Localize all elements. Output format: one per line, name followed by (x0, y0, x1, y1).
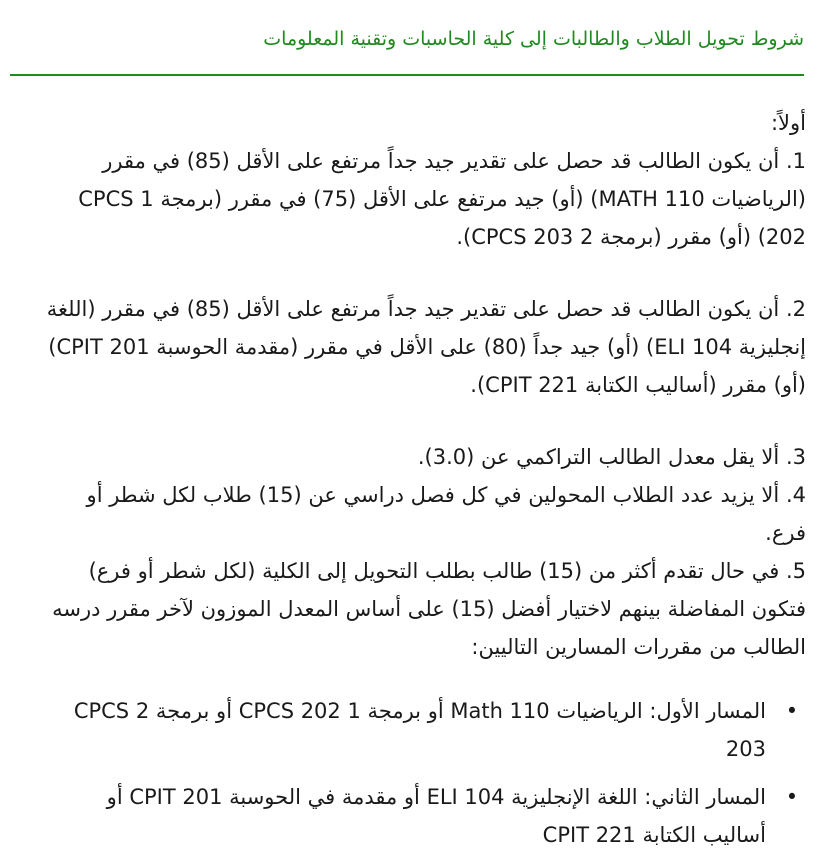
page-title: شروط تحويل الطلاب والطالبات إلى كلية الحاسبات وتقنية المعلومات (263, 28, 804, 50)
condition-item-3 (40, 438, 806, 476)
bullet-icon: • (785, 699, 799, 723)
item-number: 4. (785, 483, 806, 507)
condition-item-5 (40, 552, 806, 666)
item-text: أن يكون الطالب قد حصل على تقدير جيد جداً مرتفع على الأقل (85) في مقرر (اللغة إنجليزية ELI 104) (أو) جيد جداً (80) على الأقل في مقرر (مقدمة الحوسبة CPIT 201) (أو) مقرر (أساليب الكتابة CPIT 221). (46, 297, 806, 397)
item-text: ألا يزيد عدد الطلاب المحولين في كل فصل دراسي عن (15) طلاب لكل شطر أو فرع. (86, 483, 806, 545)
bullet-icon: • (785, 785, 799, 809)
condition-item-2 (40, 290, 806, 404)
item-text: في حال تقدم أكثر من (15) طالب بطلب التحويل إلى الكلية (لكل شطر أو فرع) فتكون المفاضلة بينهم لاختيار أفضل (15) على أساس المعدل الموزون لآخر مقرر درسه الطالب من مقررات المسارين التاليين: (52, 559, 806, 659)
item-number: 5. (785, 559, 806, 583)
item-number: 1. (785, 149, 806, 173)
item-number: 3. (785, 445, 806, 469)
condition-item-4 (40, 476, 806, 552)
list-item (40, 692, 806, 768)
item-text: أن يكون الطالب قد حصل على تقدير جيد جداً مرتفع على الأقل (85) في مقرر (الرياضيات MATH 110) (أو) جيد مرتفع على الأقل (75) في مقرر (برمجة 1 CPCS 202) (أو) مقرر (برمجة 2 CPCS 203). (78, 149, 806, 249)
title-divider (10, 74, 804, 76)
condition-item-1 (40, 142, 806, 256)
section-heading: أولاً: (770, 111, 806, 135)
list-item (40, 778, 806, 854)
item-number: 2. (785, 297, 806, 321)
path-text: المسار الثاني: اللغة الإنجليزية ELI 104 أو مقدمة في الحوسبة CPIT 201 أو أساليب الكتابة CPIT 221 (106, 785, 766, 847)
conditions-body (40, 104, 806, 864)
paths-list (40, 692, 806, 854)
path-text: المسار الأول: الرياضيات Math 110 أو برمجة 1 CPCS 202 أو برمجة 2 CPCS 203 (73, 699, 766, 761)
item-text: ألا يقل معدل الطالب التراكمي عن (3.0). (417, 445, 780, 469)
